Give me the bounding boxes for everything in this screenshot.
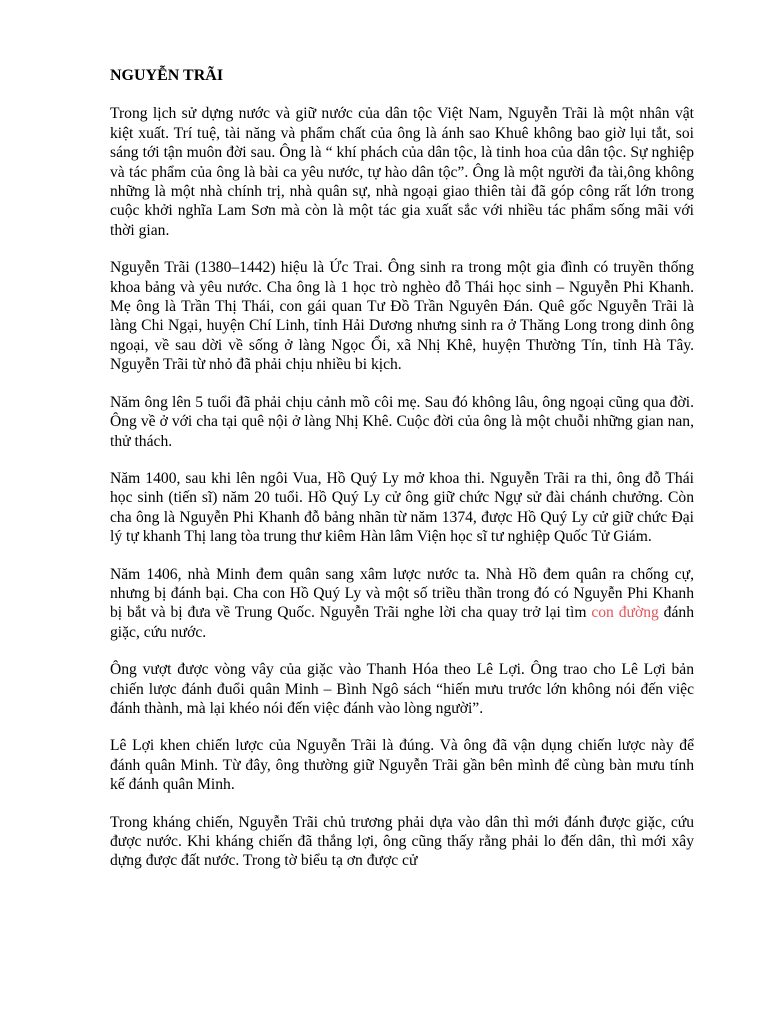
paragraph-8: Trong kháng chiến, Nguyễn Trãi chủ trương phải dựa vào dân thì mới đánh được giặc, cứu được nước. Khi kháng chiến đã thắng lợi, ông cũng thấy rằng phải lo đến dân, thì mới xây dựng được đất nước. Trong tờ biểu tạ ơn được cử: [110, 813, 694, 870]
paragraph-3: Năm ông lên 5 tuổi đã phải chịu cảnh mồ côi mẹ. Sau đó không lâu, ông ngoại cũng qua đời. Ông về ở với cha tại quê nội ở làng Nhị Khê. Cuộc đời của ông là một chuỗi những gian nan, thử thách.: [110, 393, 694, 450]
paragraph-6: Ông vượt được vòng vây của giặc vào Thanh Hóa theo Lê Lợi. Ông trao cho Lê Lợi bản chiến lược đánh đuổi quân Minh – Bình Ngô sách “hiến mưu trước lớn không nói đến việc đánh thành, mà lại khéo nói đến việc đánh vào lòng người”.: [110, 661, 694, 717]
paragraph-2: Nguyễn Trãi (1380–1442) hiệu là Ức Trai. Ông sinh ra trong một gia đình có truyền thống khoa bảng và yêu nước. Cha ông là 1 học trò nghèo đỗ Thái học sinh – Nguyễn Phi Khanh. Mẹ ông là Trần Thị Thái, con gái quan Tư Đồ Trần Nguyên Đán. Quê gốc Nguyễn Trãi là làng Chi Ngại, huyện Chí Linh, tỉnh Hải Dương nhưng sinh ra ở Thăng Long trong dinh ông ngoại, về sau dời về sống ở làng Ngọc Ổi, xã Nhị Khê, huyện Thường Tín, tỉnh Hà Tây. Nguyễn Trãi từ nhỏ đã phải chịu nhiều bi kịch.: [110, 259, 694, 374]
paragraph-5: [110, 565, 694, 643]
paragraph-5-text-after: đánh giặc, cứu nước.: [110, 604, 694, 641]
paragraph-7: Lê Lợi khen chiến lược của Nguyễn Trãi là đúng. Và ông đã vận dụng chiến lược này để đánh quân Minh. Từ đây, ông thường giữ Nguyễn Trãi gần bên mình để cùng bàn mưu tính kế đánh quân Minh.: [110, 737, 694, 794]
paragraph-1: Trong lịch sử dựng nước và giữ nước của dân tộc Việt Nam, Nguyễn Trãi là một nhân vật kiệt xuất. Trí tuệ, tài năng và phẩm chất của ông là ánh sao Khuê không bao giờ lụi tắt, soi sáng tới tận muôn đời sau. Ông là “ khí phách của dân tộc, là tinh hoa của dân tộc. Sự nghiệp và tác phẩm của ông là bài ca yêu nước, tự hào dân tộc”. Ông là một người đa tài,ông không những là một nhà chính trị, nhà quân sự, nhà ngoại giao thiên tài đã góp công rất lớn trong cuộc khởi nghĩa Lam Sơn mà còn là một tác gia xuất sắc với nhiều tác phẩm sống mãi với thời gian.: [110, 105, 694, 239]
document-page: [110, 66, 694, 889]
paragraph-5-text-before: Năm 1406, nhà Minh đem quân sang xâm lược nước ta. Nhà Hồ đem quân ra chống cự, nhưng bị đánh bại. Cha con Hồ Quý Ly và một số triều thần trong đó có Nguyễn Phi Khanh bị bắt và bị đưa về Trung Quốc. Nguyễn Trãi nghe lời cha quay trở lại tìm: [110, 565, 694, 622]
paragraph-4: Năm 1400, sau khi lên ngôi Vua, Hồ Quý Ly mở khoa thi. Nguyễn Trãi ra thi, ông đỗ Thái học sinh (tiến sĩ) năm 20 tuổi. Hồ Quý Ly cử ông giữ chức Ngự sử đài chánh chưởng. Còn cha ông là Nguyễn Phi Khanh đỗ bảng nhãn từ năm 1374, được Hồ Quý Ly cử giữ chức Đại lý tự khanh Thị lang tòa trung thư kiêm Hàn lâm Viện học sĩ tư nghiệp Quốc Tử Giám.: [110, 469, 694, 546]
con-duong-link[interactable]: con đường: [591, 604, 659, 622]
document-title: NGUYỄN TRÃI: [110, 67, 224, 84]
